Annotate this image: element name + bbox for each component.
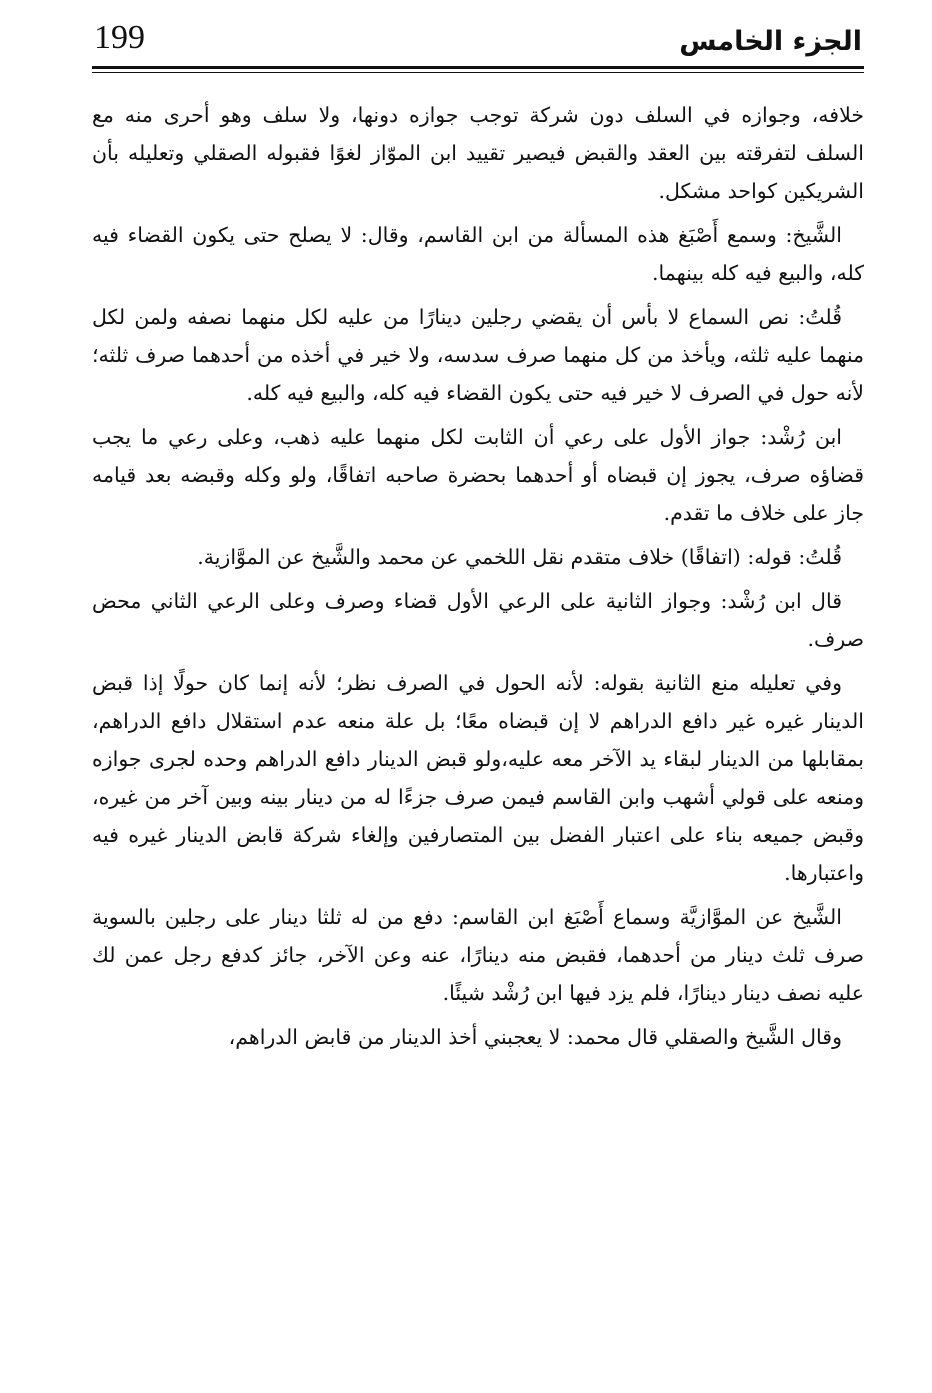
paragraph-9: وقال الشَّيخ والصقلي قال محمد: لا يعجبني أخذ الدينار من قابض الدراهم،	[228, 1025, 842, 1049]
paragraph-8: الشَّيخ عن الموَّازيَّة وسماع أَصْبَغ ابن القاسم: دفع من له ثلثا دينار على رجلين بالسوية صرف ثلث دينار من أحدهما، فقبض منه دينارًا، عنه وعن الآخر، جائز كدفع رجل عمن لك عليه نصف دينار دينارًا، فلم يزد فيها ابن رُشْد شيئًا.	[92, 905, 864, 1005]
paragraph-3: قُلتُ: نص السماع لا بأس أن يقضي رجلين دينارًا من عليه لكل منهما نصفه ولمن لكل منهما عليه ثلثه، ويأخذ من كل منهما صرف سدسه، ولا خير في أخذه من أحدهما صرف ثلثه؛ لأنه حول في الصرف لا خير فيه حتى يكون القضاء فيه كله، والبيع فيه كله.	[92, 305, 864, 405]
paragraph-7: وفي تعليله منع الثانية بقوله: لأنه الحول في الصرف نظر؛ لأنه إنما كان حولًا إذا قبض الدينار غيره غير دافع الدراهم لا إن قبضاه معًا؛ بل علة منعه عدم استقلال دافع الدراهم، بمقابلها من الدينار لبقاء يد الآخر معه عليه،ولو قبض الدينار دافع الدراهم وحده لجرى جوازه ومنعه على قولي أشهب وابن القاسم فيمن صرف جزءًا له من دينار بينه وبين آخر من غيره، وقبض جميعه بناء على اعتبار الفضل بين المتصارفين وإلغاء شركة قابض الدينار غيره فيه واعتبارها.	[92, 671, 864, 885]
header-rule-thick	[92, 66, 864, 69]
page-number: 199	[94, 19, 145, 56]
paragraph-5: قُلتُ: قوله: (اتفاقًا) خلاف متقدم نقل اللخمي عن محمد والشَّيخ عن الموَّازية.	[197, 545, 842, 569]
paragraph-2: الشَّيخ: وسمع أَصْبَغ هذه المسألة من ابن القاسم، وقال: لا يصلح حتى يكون القضاء فيه كله، والبيع فيه كله بينهما.	[92, 223, 864, 285]
paragraph-6: قال ابن رُشْد: وجواز الثانية على الرعي الأول قضاء وصرف وعلى الرعي الثاني محض صرف.	[92, 589, 864, 651]
paragraph-4: ابن رُشْد: جواز الأول على رعي أن الثابت لكل منهما عليه ذهب، وعلى رعي ما يجب قضاؤه صرف، يجوز إن قبضاه أو أحدهما بحضرة صاحبه اتفاقًا، ولو وكله وقبضه بعد قيامه جاز على خلاف ما تقدم.	[92, 425, 864, 525]
main-text	[92, 96, 864, 1062]
header-rule-thin	[92, 72, 864, 73]
running-title: الجزء الخامس	[679, 26, 862, 57]
paragraph-1: خلافه، وجوازه في السلف دون شركة توجب جوازه دونها، ولا سلف وهو أحرى منه مع السلف لتفرقته بين العقد والقبض فيصير تقييد ابن الموّاز لغوًا فقبوله الصقلي وتعليله بأن الشريكين كواحد مشكل.	[92, 103, 865, 203]
